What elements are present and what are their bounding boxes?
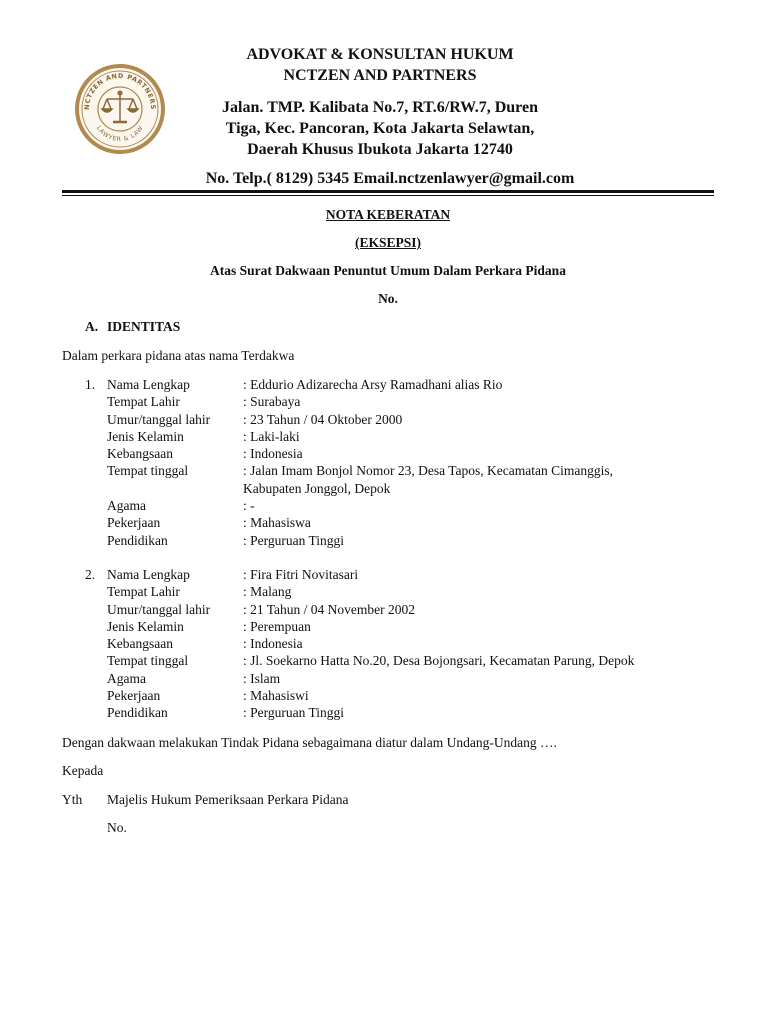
field-value: : Indonesia <box>243 446 303 462</box>
section-number: A. <box>85 319 99 334</box>
field-value: : - <box>243 498 255 514</box>
field-row <box>85 376 613 393</box>
field-value: : Indonesia <box>243 636 303 652</box>
firm-logo <box>73 62 167 156</box>
recipient: Majelis Hukum Pemeriksaan Perkara Pidana <box>107 792 349 807</box>
defendant-1 <box>85 376 715 549</box>
field-label: Agama <box>107 498 146 514</box>
to-label: Kepada <box>62 763 104 778</box>
field-row <box>85 635 634 652</box>
field-row <box>85 601 634 618</box>
firm-title-line2: NCTZEN AND PARTNERS <box>283 67 477 84</box>
field-value: : Laki-laki <box>243 428 300 444</box>
address-line: Tiga, Kec. Pancoran, Kota Jakarta Selawtan, <box>225 120 535 137</box>
firm-contact: No. Telp.( 8129) 5345 Email.nctzenlawyer@gmail.com <box>205 170 575 187</box>
header-rule-thin <box>62 195 714 196</box>
field-row <box>85 514 613 531</box>
list-number: 2. <box>85 567 96 582</box>
svg-text:LAWYER & LAW: LAWYER & LAW <box>94 124 146 144</box>
field-label: Tempat Lahir <box>107 584 180 600</box>
field-row <box>85 445 613 462</box>
field-value <box>243 462 613 497</box>
recipient-number: No. <box>107 820 127 835</box>
document-title-wrap <box>62 207 714 223</box>
firm-address <box>170 97 590 160</box>
field-row <box>85 687 634 704</box>
field-value-line: Kabupaten Jonggol, Depok <box>243 480 391 496</box>
field-label: Tempat tinggal <box>107 463 189 479</box>
field-row <box>85 583 634 600</box>
field-row <box>85 393 613 410</box>
field-row <box>85 532 613 549</box>
document-heading: Atas Surat Dakwaan Penuntut Umum Dalam Perkara Pidana <box>210 263 566 278</box>
header-rule-thick <box>62 190 714 193</box>
address-line: Daerah Khusus Ibukota Jakarta 12740 <box>247 141 513 158</box>
field-value: : Perguruan Tinggi <box>243 705 345 721</box>
field-value: : Jl. Soekarno Hatta No.20, Desa Bojongsari, Kecamatan Parung, Depok <box>243 653 635 669</box>
field-row <box>85 462 613 497</box>
intro-text: Dalam perkara pidana atas nama Terdakwa <box>62 348 295 363</box>
field-value-line: : Jalan Imam Bonjol Nomor 23, Desa Tapos, Kecamatan Cimanggis, <box>243 463 613 479</box>
document-title: NOTA KEBERATAN <box>325 207 451 222</box>
field-label: Umur/tanggal lahir <box>107 601 211 617</box>
field-row <box>85 618 634 635</box>
document-subtitle: (EKSEPSI) <box>354 235 422 250</box>
field-label: Pekerjaan <box>107 688 161 704</box>
field-value: : Eddurio Adizarecha Arsy Ramadhani alias Rio <box>243 377 503 392</box>
charge-text: Dengan dakwaan melakukan Tindak Pidana sebagaimana diatur dalam Undang-Undang …. <box>62 735 557 750</box>
field-label: Nama Lengkap <box>107 567 190 582</box>
field-value: : Mahasiswa <box>243 515 311 531</box>
field-value: : Surabaya <box>243 394 301 410</box>
field-value: : Islam <box>243 670 281 686</box>
field-value: : Fira Fitri Novitasari <box>243 567 359 582</box>
document-number: No. <box>378 291 398 306</box>
field-row <box>85 411 613 428</box>
defendant-2 <box>85 566 715 722</box>
field-label: Agama <box>107 670 146 686</box>
field-label: Umur/tanggal lahir <box>107 411 211 427</box>
field-row <box>85 428 613 445</box>
address-line: Jalan. TMP. Kalibata No.7, RT.6/RW.7, Duren <box>222 99 538 116</box>
field-value: : Mahasiswi <box>243 688 309 704</box>
field-label: Pekerjaan <box>107 515 161 531</box>
field-value: : Perempuan <box>243 618 311 634</box>
field-label: Tempat tinggal <box>107 653 189 669</box>
field-label: Nama Lengkap <box>107 377 190 392</box>
yth-label: Yth <box>62 792 83 807</box>
field-row <box>85 566 634 583</box>
field-row <box>85 652 634 669</box>
field-value: : Perguruan Tinggi <box>243 532 345 548</box>
field-value: : 23 Tahun / 04 Oktober 2000 <box>243 411 403 427</box>
firm-title-line1: ADVOKAT & KONSULTAN HUKUM <box>246 46 514 63</box>
field-label: Pendidikan <box>107 532 168 548</box>
field-row <box>85 497 613 514</box>
svg-text:NCTZEN AND PARTNERS: NCTZEN AND PARTNERS <box>82 71 158 111</box>
field-value: : 21 Tahun / 04 November 2002 <box>243 601 416 617</box>
section-title: IDENTITAS <box>107 319 181 334</box>
field-label: Kebangsaan <box>107 446 173 462</box>
list-number: 1. <box>85 377 96 392</box>
field-label: Tempat Lahir <box>107 394 180 410</box>
field-label: Jenis Kelamin <box>107 618 184 634</box>
field-row <box>85 704 634 721</box>
field-value: : Malang <box>243 584 292 600</box>
section-heading <box>85 319 180 335</box>
field-label: Kebangsaan <box>107 636 173 652</box>
field-label: Jenis Kelamin <box>107 428 184 444</box>
field-label: Pendidikan <box>107 705 168 721</box>
field-row <box>85 670 634 687</box>
document-subtitle-wrap <box>62 235 714 251</box>
